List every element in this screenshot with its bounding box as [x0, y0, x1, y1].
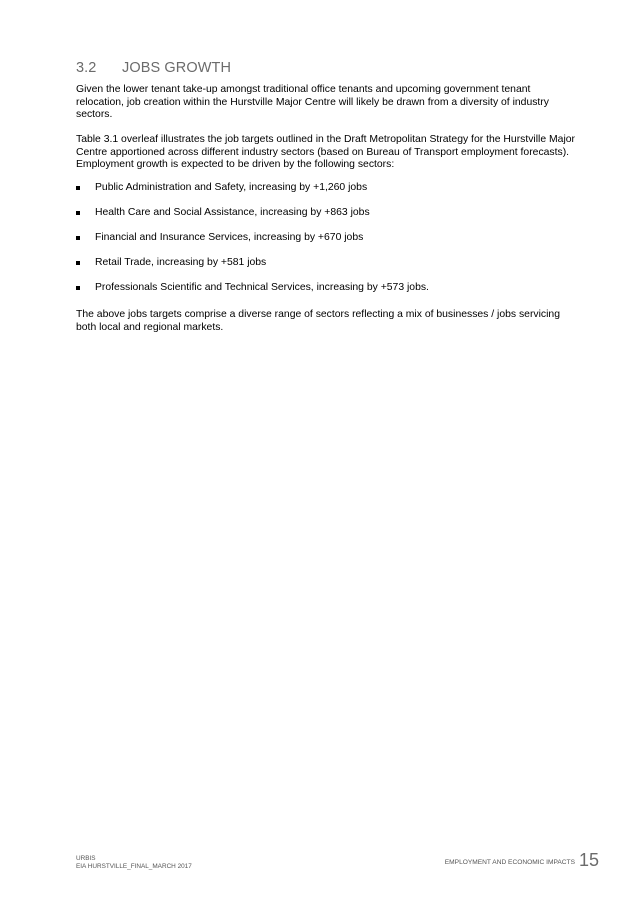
bullet-text: Financial and Insurance Services, increasing by +670 jobs: [95, 232, 364, 243]
bullet-text: Public Administration and Safety, increasing by +1,260 jobs: [95, 182, 368, 193]
bullet-text: Health Care and Social Assistance, increasing by +863 jobs: [95, 207, 370, 218]
paragraph-conclusion: The above jobs targets comprise a diverse range of sectors reflecting a mix of businesses / jobs servicing both local and regional markets.: [76, 309, 560, 333]
bullet-text: Professionals Scientific and Technical Services, increasing by +573 jobs.: [95, 282, 429, 293]
footer-left: [76, 855, 192, 871]
bullet-marker: [76, 211, 80, 215]
bullet-marker: [76, 186, 80, 190]
footer-org: URBIS: [76, 855, 96, 862]
footer-right: [445, 850, 599, 871]
section-title: JOBS GROWTH: [122, 60, 232, 76]
bullet-marker: [76, 286, 80, 290]
paragraph-table-reference: Table 3.1 overleaf illustrates the job targets outlined in the Draft Metropolitan Strategy for the Hurstville Major Centre apportioned across different industry sectors (based on Bureau of Transport employment forecasts). Employment growth is expected to be driven by the following sectors:: [76, 134, 575, 171]
footer-section-name: EMPLOYMENT AND ECONOMIC IMPACTS: [444, 859, 575, 866]
section-heading: [76, 60, 231, 76]
section-number: 3.2: [76, 60, 97, 76]
bullet-marker: [76, 261, 80, 265]
footer-doc-ref: EIA HURSTVILLE_FINAL_MARCH 2017: [76, 863, 192, 870]
bullet-marker: [76, 236, 80, 240]
page-number: 15: [578, 850, 599, 870]
paragraph-intro: Given the lower tenant take-up amongst traditional office tenants and upcoming government tenant relocation, job creation within the Hurstville Major Centre will likely be drawn from a diversity of industry sectors.: [76, 84, 549, 121]
bullet-text: Retail Trade, increasing by +581 jobs: [95, 257, 267, 268]
